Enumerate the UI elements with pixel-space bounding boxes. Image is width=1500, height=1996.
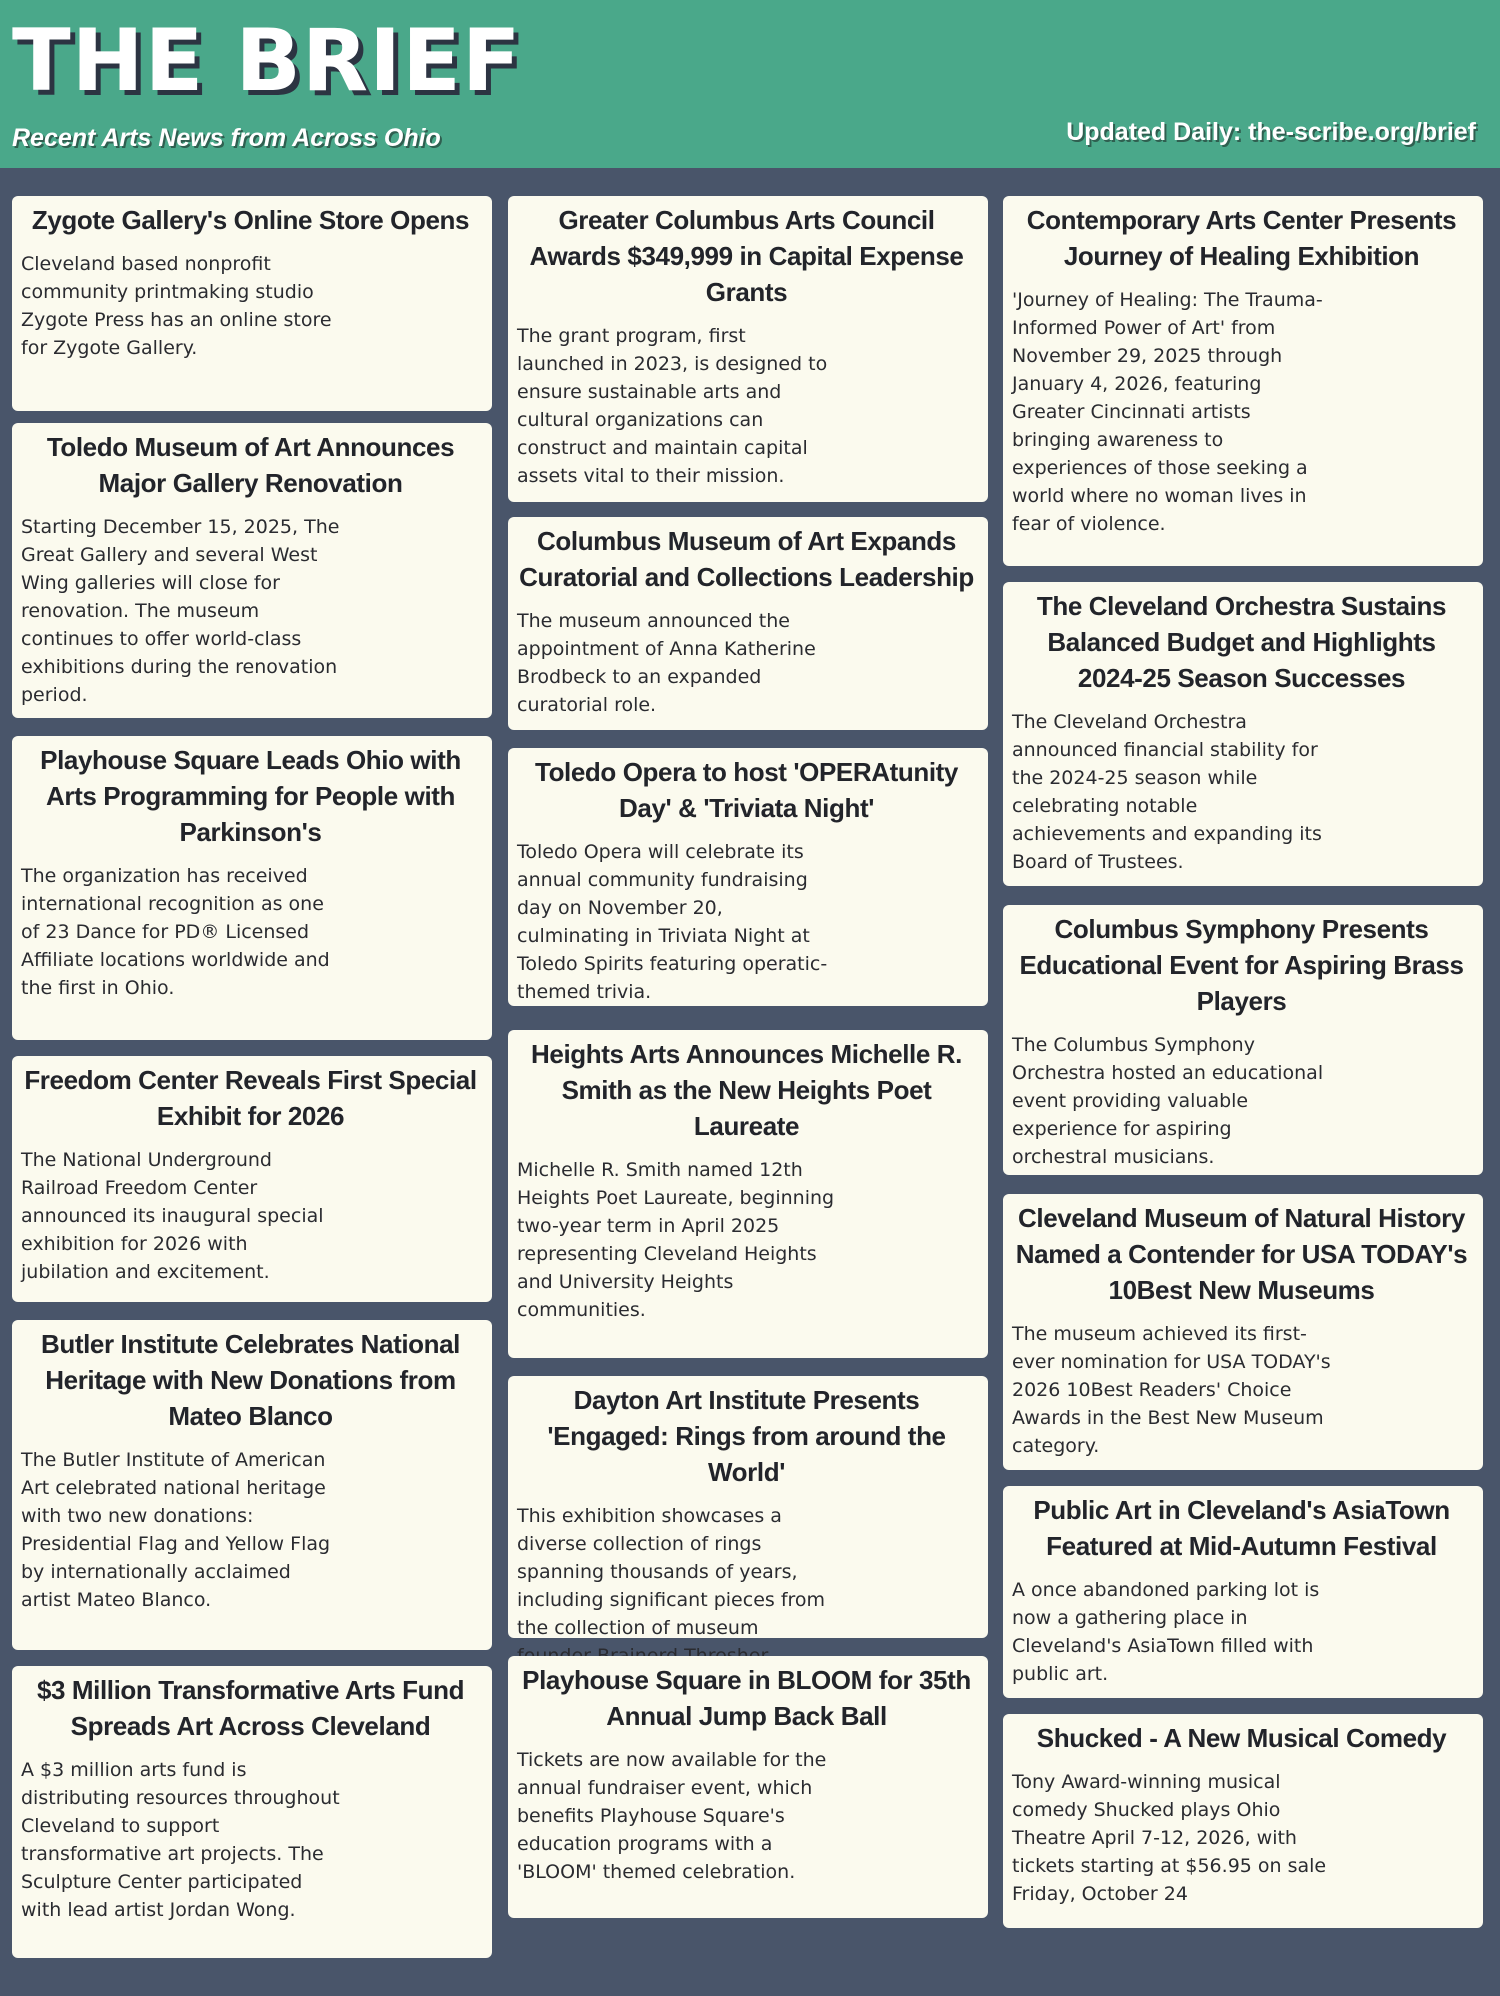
news-card-body: The grant program, first launched in 2023, is designed to ensure sustainable arts and cultural organizations can construct and maintain capital assets vital to their mission.	[517, 325, 828, 487]
news-card	[12, 1056, 492, 1302]
news-card	[508, 1030, 988, 1358]
news-card-body: A $3 million arts fund is distributing resources throughout Cleveland to support transformative art projects. The Sculpture Center participated with lead artist Jordan Wong.	[21, 1759, 340, 1921]
masthead-subtitle: Recent Arts News from Across Ohio	[12, 124, 441, 152]
masthead-banner	[0, 0, 1500, 168]
news-card	[1003, 1486, 1483, 1698]
news-card-body: Cleveland based nonprofit community printmaking studio Zygote Press has an online store for Zygote Gallery.	[21, 253, 332, 359]
news-card	[1003, 1194, 1483, 1470]
news-card-body: The Cleveland Orchestra announced financial stability for the 2024-25 season while celebrating notable achievements and expanding its Board of Trustees.	[1012, 711, 1322, 873]
news-card-body: The museum achieved its first-ever nomination for USA TODAY's 2026 10Best Readers' Choice Awards in the Best New Museum category.	[1012, 1323, 1331, 1457]
news-card-body: The organization has received international recognition as one of 23 Dance for PD® Licensed Affiliate locations worldwide and the first in Ohio.	[21, 865, 330, 999]
news-card	[1003, 905, 1483, 1175]
news-card-body: This exhibition showcases a diverse collection of rings spanning thousands of years, including significant pieces from the collection of museum	[517, 1505, 826, 1639]
news-card	[508, 517, 988, 730]
news-card-title: Contemporary Arts Center Presents Journey of Healing Exhibition	[1026, 205, 1457, 271]
news-card-body: 'Journey of Healing: The Trauma-Informed Power of Art' from November 29, 2025 through January 4, 2026, featuring Greater Cincinnati artists bringing awareness to experiences of those seeking a world where no woman lives in fear of violence.	[1012, 289, 1323, 535]
news-card	[508, 196, 988, 502]
news-card-body: The museum announced the appointment of Anna Katherine Brodbeck to an expanded curatorial role.	[517, 610, 816, 716]
news-card	[508, 748, 988, 1006]
news-card-body: Toledo Opera will celebrate its annual community fundraising day on November 20, culminating in Triviata Night at Toledo Spirits featuring operatic-themed trivia.	[517, 841, 828, 1003]
news-card	[1003, 1714, 1483, 1928]
news-card-body: Tony Award-winning musical comedy Shucked plays Ohio Theatre April 7-12, 2026, with tickets starting at $56.95 on sale Friday, October 24	[1012, 1771, 1327, 1905]
news-card-title: Playhouse Square in BLOOM for 35th Annual Jump Back Ball	[522, 1665, 971, 1731]
news-card-body: The Butler Institute of American Art celebrated national heritage with two new donations: Presidential Flag and Yellow Flag by internationally acclaimed artist Mateo Blanco.	[21, 1449, 331, 1611]
news-card-title: Heights Arts Announces Michelle R. Smith as the New Heights Poet Laureate	[531, 1039, 962, 1141]
news-card-title: Toledo Museum of Art Announces Major Gallery Renovation	[46, 432, 455, 498]
news-card	[1003, 582, 1483, 886]
news-card-title: Shucked - A New Musical Comedy	[1036, 1723, 1447, 1753]
news-card-title: The Cleveland Orchestra Sustains Balanced Budget and Highlights 2024-25 Season Successes	[1036, 591, 1447, 693]
news-card-body: Starting December 15, 2025, The Great Gallery and several West Wing galleries will close for renovation. The museum continues to offer world-class exhibitions during the renovation period.	[21, 516, 340, 706]
news-card-body: A once abandoned parking lot is now a gathering place in Cleveland's AsiaTown filled with public art.	[1012, 1579, 1320, 1685]
news-card	[1003, 196, 1483, 566]
news-card	[12, 423, 492, 718]
news-card-title: Zygote Gallery's Online Store Opens	[31, 205, 470, 235]
news-card	[12, 196, 492, 411]
news-card-title: Butler Institute Celebrates National Heritage with New Donations from Mateo Blanco	[40, 1329, 461, 1431]
news-card-title: Cleveland Museum of Natural History Named a Contender for USA TODAY's 10Best New Museums	[1015, 1203, 1468, 1305]
news-card-body: The National Underground Railroad Freedom Center announced its inaugural special exhibition for 2026 with jubilation and excitement.	[21, 1149, 324, 1283]
news-card-title: Dayton Art Institute Presents 'Engaged: Rings from around the World'	[547, 1385, 946, 1487]
news-card	[508, 1656, 988, 1918]
news-card-body: The Columbus Symphony Orchestra hosted an educational event providing valuable experience for aspiring orchestral musicians.	[1012, 1034, 1324, 1168]
news-card-title: Public Art in Cleveland's AsiaTown Featured at Mid-Autumn Festival	[1033, 1495, 1450, 1561]
news-card	[508, 1376, 988, 1638]
news-card-title: Freedom Center Reveals First Special Exhibit for 2026	[24, 1065, 477, 1131]
news-card-title: Columbus Symphony Presents Educational Event for Aspiring Brass Players	[1019, 914, 1464, 1016]
news-card	[12, 1320, 492, 1650]
news-card-body: Tickets are now available for the annual fundraiser event, which benefits Playhouse Square's education programs with a 'BLOOM' themed celebration.	[517, 1749, 827, 1883]
news-card-title: $3 Million Transformative Arts Fund Spreads Art Across Cleveland	[36, 1675, 465, 1741]
news-card-title: Toledo Opera to host 'OPERAtunity Day' & 'Triviata Night'	[535, 757, 958, 823]
news-card	[12, 1666, 492, 1958]
news-card-title: Playhouse Square Leads Ohio with Arts Programming for People with Parkinson's	[40, 745, 461, 847]
masthead-title: THE BRIEF	[12, 11, 522, 111]
update-notice: Updated Daily: the-scribe.org/brief	[1066, 118, 1476, 146]
news-card-body: Michelle R. Smith named 12th Heights Poet Laureate, beginning two-year term in April 2025 representing Cleveland Heights and University Heights communities.	[517, 1159, 835, 1321]
news-card-title: Greater Columbus Arts Council Awards $349,999 in Capital Expense Grants	[529, 205, 964, 307]
news-card-title: Columbus Museum of Art Expands Curatorial and Collections Leadership	[519, 526, 974, 592]
news-card	[12, 736, 492, 1040]
